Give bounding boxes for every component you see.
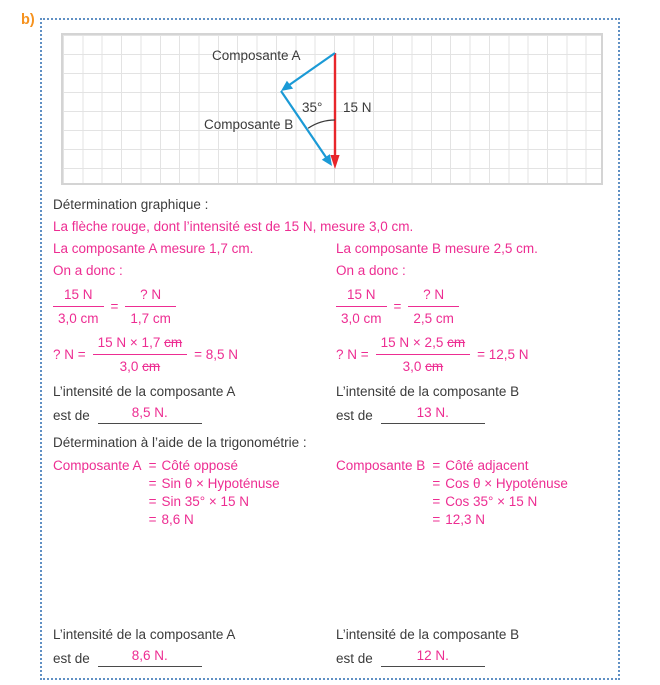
fraction-numerator: [376, 334, 470, 355]
trig-b-line: [432, 476, 568, 491]
on-a-donc-b: On a donc :: [336, 263, 406, 278]
trig-b-line-text: Côté adjacent: [445, 458, 529, 473]
answer-a-value: 8,5 N.: [98, 404, 202, 424]
on-a-donc-a: On a donc :: [53, 263, 123, 278]
est-de-label: est de: [53, 651, 90, 666]
equation-result: = 8,5 N: [194, 347, 238, 362]
est-de-label: est de: [336, 408, 373, 423]
measure-a-line: La composante A mesure 1,7 cm.: [53, 241, 254, 256]
est-de-label: est de: [336, 651, 373, 666]
grid-diagram: [61, 33, 603, 185]
est-de-label: est de: [53, 408, 90, 423]
trig-block-b: [336, 458, 607, 530]
trig-b-line-text: Cos 35° × 15 N: [445, 494, 538, 509]
measure-b-line: La composante B mesure 2,5 cm.: [336, 241, 538, 256]
trig-b-line: [432, 512, 568, 527]
answer-a-trig-value: 8,6 N.: [98, 647, 202, 667]
trig-determination-heading: Détermination à l’aide de la trigonométrie :: [53, 435, 307, 450]
component-b-arrowhead-icon: [322, 154, 332, 166]
red-arrowhead-icon: [330, 155, 339, 169]
fraction-denominator: 3,0 cm: [341, 311, 382, 326]
answer-row-a: [53, 404, 336, 424]
trig-a-line: [149, 476, 280, 491]
trig-a-line-text: Côté opposé: [161, 458, 239, 473]
fraction: [376, 334, 470, 375]
fraction: [336, 286, 387, 327]
trig-a-line-text: Sin θ × Hypoténuse: [161, 476, 280, 491]
cancelled-unit: cm: [425, 359, 444, 374]
intensity-b-label: L’intensité de la composante B: [336, 384, 520, 399]
answer-panel: [40, 18, 620, 680]
cancelled-unit: cm: [447, 335, 466, 350]
trig-a-line: [149, 494, 280, 509]
component-a-label: Composante A: [212, 48, 301, 63]
equals-sign: =: [432, 476, 441, 491]
equals-sign: =: [432, 494, 441, 509]
angle-arc: [308, 120, 335, 128]
trig-a-line: [149, 458, 280, 473]
trig-block-a: [53, 458, 336, 530]
fraction-denominator: 3,0 cm: [58, 311, 99, 326]
intensity-b-label-trig: L’intensité de la composante B: [336, 627, 520, 642]
trig-b-line: [432, 494, 568, 509]
numerator-text: 15 N × 2,5: [380, 335, 444, 350]
trig-b-line-text: 12,3 N: [445, 512, 485, 527]
denominator-text: 3,0: [119, 359, 139, 374]
intensity-a-label-trig: L’intensité de la composante A: [53, 627, 236, 642]
trig-a-line: [149, 512, 280, 527]
equals-sign: =: [148, 476, 157, 491]
fraction: [93, 334, 187, 375]
solve-equation-b: [336, 334, 607, 375]
red-arrow-intro-line: La flèche rouge, dont l’intensité est de 15 N, mesure 3,0 cm.: [53, 219, 414, 234]
equals-sign: =: [432, 458, 441, 473]
fraction-denominator: [93, 355, 187, 375]
answer-b-value: 13 N.: [381, 404, 485, 424]
fraction-numerator: ? N: [408, 286, 459, 307]
cancelled-unit: cm: [164, 335, 183, 350]
fraction-denominator: [376, 355, 470, 375]
trig-b-name: Composante B: [336, 458, 426, 473]
blank-work-area: [53, 530, 607, 623]
solve-equation-a: [53, 334, 336, 375]
answer-row-a-trig: [53, 647, 336, 667]
equation-lhs: ? N =: [53, 347, 86, 362]
equation-lhs: ? N =: [336, 347, 369, 362]
numerator-text: 15 N × 1,7: [97, 335, 161, 350]
vector-diagram: [61, 33, 607, 189]
trig-a-line-text: 8,6 N: [161, 512, 194, 527]
component-b-label: Composante B: [204, 117, 294, 132]
force-label: 15 N: [343, 100, 372, 115]
intensity-a-label: L’intensité de la composante A: [53, 384, 236, 399]
denominator-text: 3,0: [402, 359, 422, 374]
graphic-determination-heading: Détermination graphique :: [53, 197, 209, 212]
proportion-equation-b: [336, 286, 607, 327]
section-marker: b): [21, 12, 35, 28]
trig-a-name: Composante A: [53, 458, 142, 473]
trig-b-line-text: Cos θ × Hypoténuse: [445, 476, 568, 491]
fraction: [408, 286, 459, 327]
trig-a-line-text: Sin 35° × 15 N: [161, 494, 250, 509]
fraction-denominator: 2,5 cm: [413, 311, 454, 326]
fraction-numerator: ? N: [125, 286, 176, 307]
proportion-equation-a: [53, 286, 336, 327]
answer-b-trig-value: 12 N.: [381, 647, 485, 667]
equals-sign: =: [393, 299, 402, 314]
fraction: [125, 286, 176, 327]
equation-result: = 12,5 N: [477, 347, 529, 362]
trig-b-line: [432, 458, 568, 473]
fraction-denominator: 1,7 cm: [130, 311, 171, 326]
cancelled-unit: cm: [142, 359, 161, 374]
angle-label: 35°: [302, 100, 323, 115]
equals-sign: =: [148, 494, 157, 509]
equals-sign: =: [110, 299, 119, 314]
equals-sign: =: [148, 512, 157, 527]
fraction-numerator: [93, 334, 187, 355]
equals-sign: =: [148, 458, 157, 473]
fraction: [53, 286, 104, 327]
equals-sign: =: [432, 512, 441, 527]
answer-row-b-trig: [336, 647, 607, 667]
answer-row-b: [336, 404, 607, 424]
fraction-numerator: 15 N: [53, 286, 104, 307]
fraction-numerator: 15 N: [336, 286, 387, 307]
